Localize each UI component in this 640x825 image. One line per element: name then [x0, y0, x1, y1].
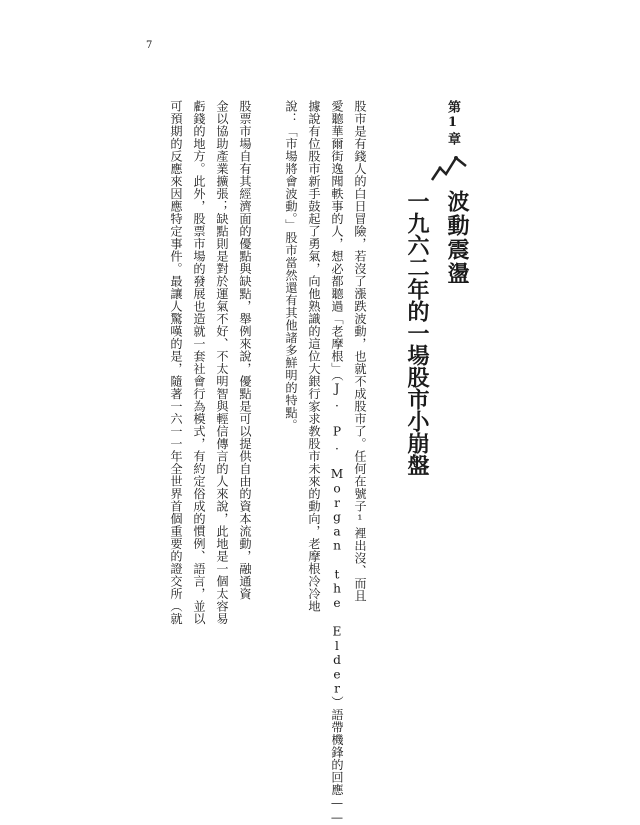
chapter-label: 第1章: [445, 100, 460, 147]
body-column: 股票市場自有其經濟面的優點與缺點，舉例來說，優點是可以提供自由的資本流動，融通資: [238, 100, 252, 600]
body-column: 愛聽華爾街逸聞軼事的人，想必都聽過「老摩根」（J. P. Morgan the Elder）語帶機鋒的回應——: [330, 100, 344, 825]
body-column: 說：「市場將會波動。」股市當然還有其他諸多鮮明的特點。: [284, 100, 298, 432]
body-column: 可預期的反應來因應特定事件。最讓人驚嘆的是，隨著一六一一年全世界首個重要的證交所（就: [169, 100, 183, 625]
body-column: 股市是有錢人的白日冒險，若沒了漲跌波動，也就不成股市了。任何在號子¹裡出沒、而且: [353, 100, 367, 602]
body-column: 金以協助產業擴張；缺點則是對於運氣不好、不太明智與輕信傳言的人來說，此地是一個太容易: [215, 100, 229, 625]
zigzag-chart-icon: [430, 150, 468, 184]
chapter-title-main: 波動震盪: [444, 190, 470, 286]
page-number: 7: [146, 40, 153, 51]
chapter-title-sub: 一九六二年的一場股市小崩盤: [404, 190, 430, 476]
body-column: 虧錢的地方。此外，股票市場的發展也造就一套社會行為模式，有約定俗成的慣例、語言，並以: [192, 100, 206, 625]
body-column: 據說有位股市新手鼓起了勇氣，向他熟識的這位大銀行家求教股市未來的動向，老摩根冷冷地: [307, 100, 321, 613]
